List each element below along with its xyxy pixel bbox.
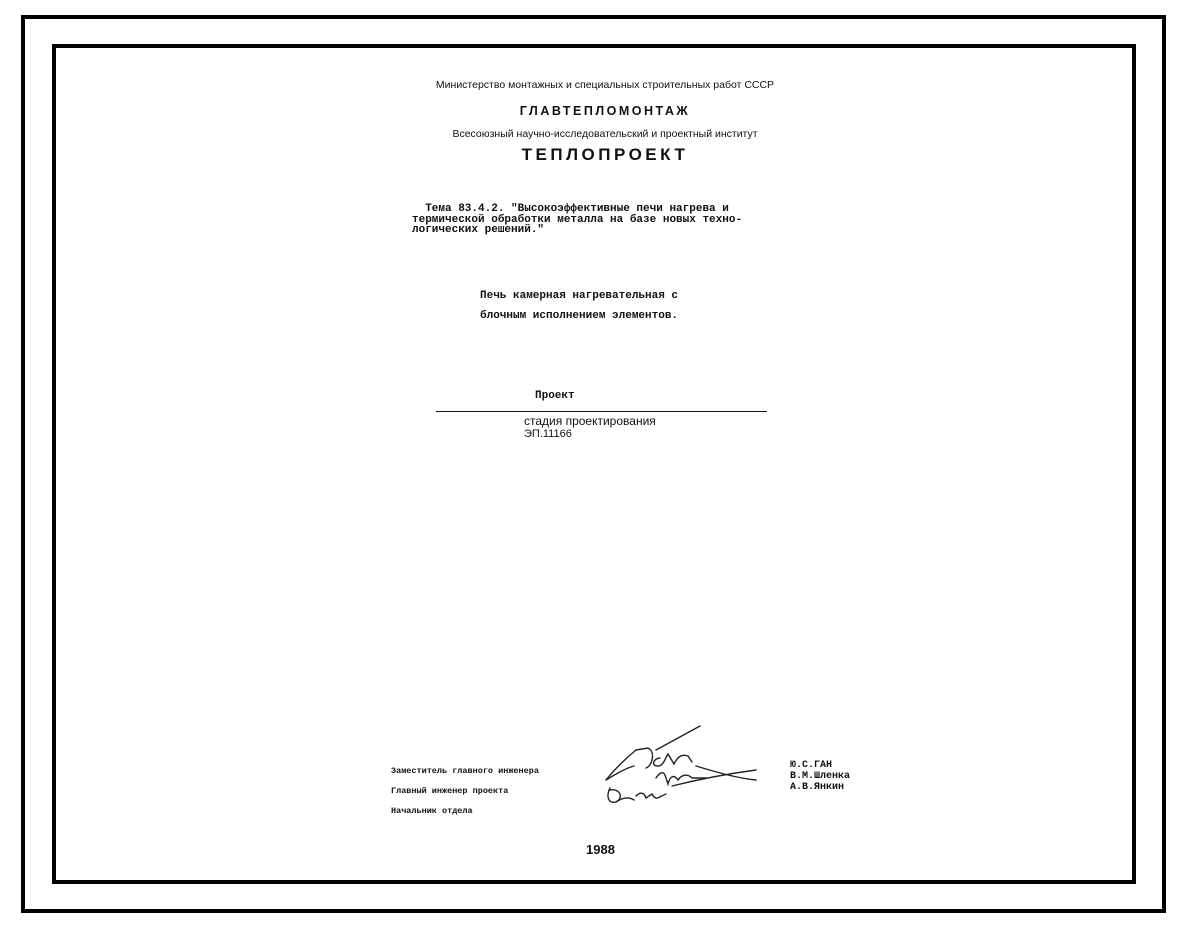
- ministry-line: Министерство монтажных и специальных строительных работ СССР: [435, 79, 775, 91]
- signatory-names: Ю.С.ГАН В.М.Шленка А.В.Янкин: [790, 760, 851, 793]
- project-divider: [436, 411, 767, 412]
- project-label: Проект: [535, 390, 575, 402]
- role-department-head: Начальник отдела: [391, 806, 473, 816]
- project-code: ЭП.11166: [524, 428, 572, 440]
- institute-name: ТЕПЛОПРОЕКТ: [521, 145, 689, 164]
- department-name: ГЛАВТЕПЛОМОНТАЖ: [519, 104, 691, 118]
- inner-page-border: [52, 44, 1136, 884]
- handwritten-signatures: [596, 722, 796, 812]
- stage-label: стадия проектирования: [524, 414, 656, 428]
- theme-text: Тема 83.4.2. "Высокоэффективные печи нагрева и термической обработки металла на базе новых техно- логических решений.": [412, 203, 743, 236]
- institute-line: Всесоюзный научно-исследовательский и проектный институт: [452, 128, 758, 140]
- furnace-title: Печь камерная нагревательная с блочным исполнением элементов.: [480, 290, 679, 322]
- role-deputy-chief-engineer: Заместитель главного инженера: [391, 766, 539, 776]
- role-chief-project-engineer: Главный инженер проекта: [391, 786, 509, 796]
- document-year: 1988: [586, 842, 615, 857]
